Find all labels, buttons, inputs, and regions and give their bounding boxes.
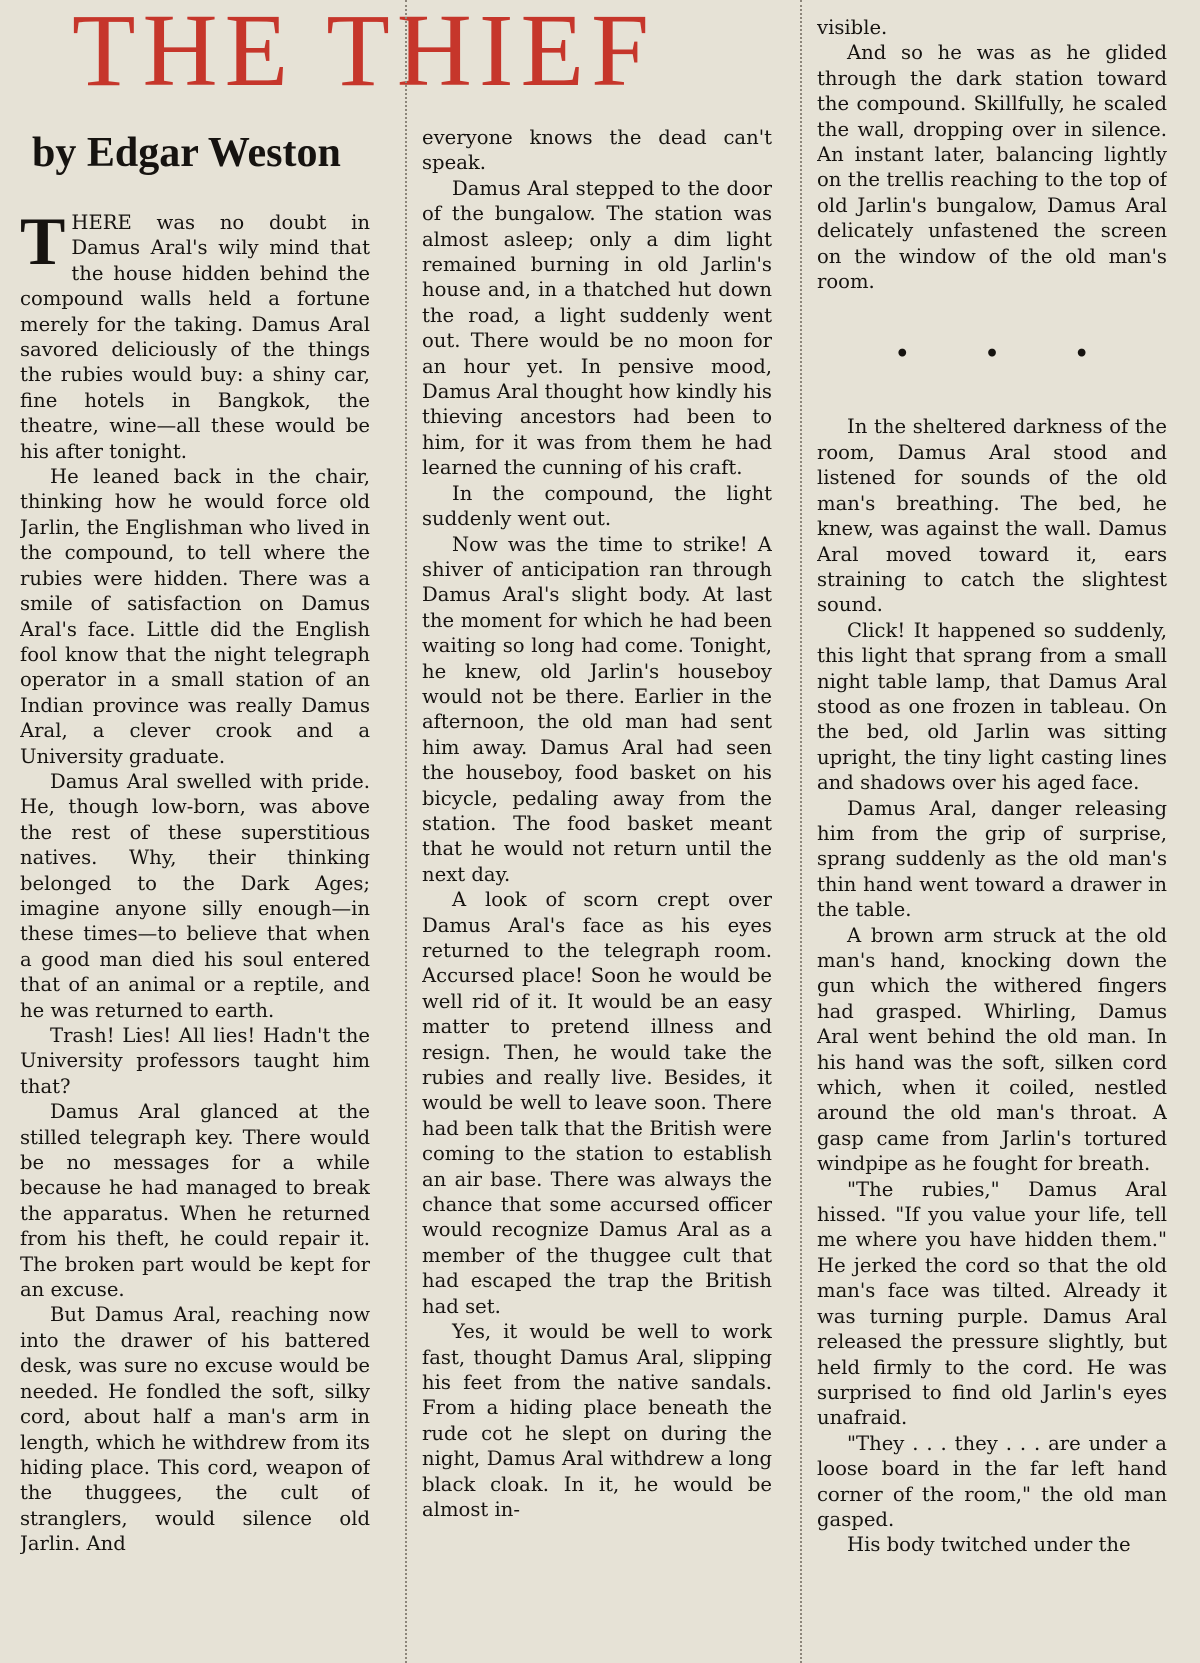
paragraph: Damus Aral stepped to the door of the bungalow. The station was almost asleep; only a dim light remained burning in old Jarlin's house and, in a thatched hut down the road, a light suddenly went out. There would be no moon for an hour yet. In pensive mood, Damus Aral thought how kindly his thieving ancestors had been to him, for it was from them he had learned the cunning of his craft.	[422, 176, 772, 480]
paragraph: visible.	[817, 16, 888, 39]
paragraph: A brown arm struck at the old man's hand, knocking down the gun which the withered fingers had grasped. Whirling, Damus Aral went behind the old man. In his hand was the soft, silken cord which, when it coiled, nestled around the old man's throat. A gasp came from Jarlin's tortured windpipe as he fought for breath.	[817, 923, 1167, 1176]
column-rule	[405, 0, 408, 1663]
opening-text: was no doubt in Damus Aral's wily mind that the house hidden behind the compound walls held a fortune merely for the taking. Damus Aral savored deliciously of the things the rubies would buy: a shiny car, fine hotels in Bangkok, the theatre, wine—all these would be his after tonight.	[20, 211, 370, 463]
story-title: THE THIEF	[72, 0, 656, 108]
opening-smallcaps: HERE	[71, 211, 132, 234]
paragraph: And so he was as he glided through the dark station toward the compound. Skillfully, he scaled the wall, dropping over in silence. An instant later, balancing lightly on the trellis reaching to the top of old Jarlin's bungalow, Damus Aral delicately unfastened the screen on the window of the old man's room.	[817, 41, 1167, 294]
paragraph: everyone knows the dead can't speak.	[422, 126, 772, 175]
paragraph: He leaned back in the chair, thinking how he would force old Jarlin, the Englishman who lived in the compound, to tell where the rubies were hidden. There was a smile of satisfaction on Damus Aral's face. Little did the English fool know that the night telegraph operator in a small station of an Indian province was really Damus Aral, a clever crook and a University graduate.	[20, 465, 370, 768]
paragraph: Now was the time to strike! A shiver of anticipation ran through Damus Aral's slight body. At last the moment for which he had been waiting so long had come. Tonight, he knew, old Jarlin's houseboy would not be there. Earlier in the afternoon, the old man had sent him away. Damus Aral had seen the houseboy, food basket on his bicycle, pedaling away from the station. The food basket meant that he would not return until the next day.	[422, 532, 772, 886]
paragraph: "The rubies," Damus Aral hissed. "If you value your life, tell me where you have hidden them." He jerked the cord so that the old man's face was tilted. Already it was turning purple. Damus Aral released the pressure slightly, but held firmly to the cord. He was surprised to find old Jarlin's eyes unafraid.	[817, 1177, 1167, 1430]
column-2	[422, 125, 772, 1663]
paragraph: But Damus Aral, reaching now into the drawer of his battered desk, was sure no excuse would be needed. He fondled the soft, silky cord, about half a man's arm in length, which he withdrew from its hiding place. This cord, weapon of the thuggees, the cult of stranglers, would silence old Jarlin. And	[20, 1303, 370, 1556]
opening-paragraph	[20, 210, 370, 464]
paragraph: In the sheltered darkness of the room, Damus Aral stood and listened for sounds of the old man's breathing. The bed, he knew, was against the wall. Damus Aral moved toward it, ears straining to catch the slightest sound.	[817, 415, 1167, 617]
paragraph: Damus Aral swelled with pride. He, though low-born, was above the rest of these superstitious natives. Why, their thinking belonged to the Dark Ages; imagine anyone silly enough—in these times—to believe that when a good man died his soul entered that of an animal or a reptile, and he was returned to earth.	[20, 769, 370, 1022]
byline: by Edgar Weston	[32, 130, 341, 176]
paragraph: Damus Aral, danger releasing him from the grip of surprise, sprang suddenly as the old man's thin hand went toward a drawer in the table.	[817, 796, 1167, 922]
paragraph: A look of scorn crept over Damus Aral's face as his eyes returned to the telegraph room. Accursed place! Soon he would be well rid of it. It would be an easy matter to pretend illness and resign. Then, he would take the rubies and really live. Besides, it would be well to leave soon. There had been talk that the British were coming to the station to establish an air base. There was always the chance that some accursed officer would recognize Damus Aral as a member of the thuggee cult that had escaped the trap the British had set.	[422, 888, 772, 1318]
paragraph: Yes, it would be well to work fast, thought Damus Aral, slipping his feet from the native sandals. From a hiding place beneath the rude cot he slept on during the night, Damus Aral withdrew a long black cloak. In it, he would be almost in-	[422, 1320, 772, 1521]
paragraph: His body twitched under the	[847, 1533, 1131, 1557]
paragraph: Damus Aral glanced at the stilled telegraph key. There would be no messages for a while because he had managed to break the apparatus. When he returned from his theft, he could repair it. The broken part would be kept for an excuse.	[20, 1100, 370, 1302]
column-1	[20, 210, 370, 1663]
column-3	[817, 15, 1167, 1663]
paragraph: Click! It happened so suddenly, this light that sprang from a small night table lamp, that Damus Aral stood as one frozen in tableau. On the bed, old Jarlin was sitting upright, the tiny light casting lines and shadows over his aged face.	[817, 618, 1167, 795]
paragraph: In the compound, the light suddenly went out.	[422, 481, 772, 531]
column-rule	[800, 0, 803, 1663]
section-break: • • •	[895, 341, 1123, 368]
paragraph: "They . . . they . . . are under a loose board in the far left hand corner of the room," the old man gasped.	[817, 1431, 1167, 1531]
drop-cap: T	[20, 210, 66, 279]
paragraph: Trash! Lies! All lies! Hadn't the University professors taught him that?	[20, 1024, 370, 1098]
